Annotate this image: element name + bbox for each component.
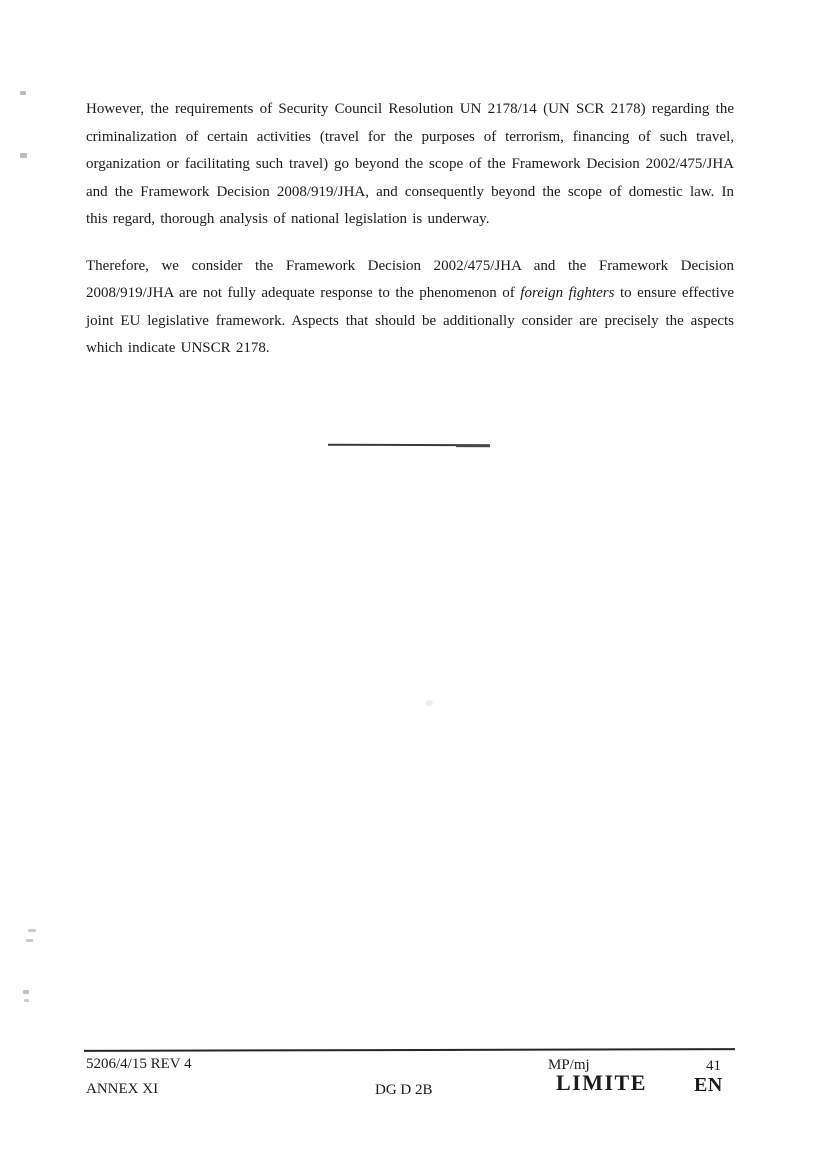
- foreign-fighters-italic-text: foreign fighters: [520, 285, 615, 301]
- paragraph-2-text-after: to ensure effective joint EU legislative framework. Aspects that should be additionally consider are precisely the aspects which indicate UNSCR 2178.: [86, 285, 735, 356]
- paragraph-2: [86, 253, 734, 363]
- scan-artifact: [28, 929, 36, 932]
- footer-directorate: DG D 2B: [375, 1082, 433, 1098]
- scan-artifact: [23, 990, 29, 994]
- scan-artifact: [26, 939, 33, 942]
- footer-language-code: EN: [694, 1074, 723, 1096]
- section-separator-rule: [328, 444, 490, 447]
- scan-artifact: [24, 999, 29, 1002]
- document-body: [86, 96, 734, 382]
- footer-page-number: 41: [706, 1058, 721, 1074]
- footer-classification-marking: LIMITE: [556, 1070, 647, 1095]
- scan-artifact: [20, 91, 26, 95]
- scan-artifact: [425, 700, 433, 706]
- paragraph-2-text-before: Therefore, we consider the Framework Decision 2002/475/JHA and the Framework Decision 2008/919/JHA are not fully adequate response to the phenomenon of: [86, 257, 734, 301]
- footer-rule: [84, 1048, 735, 1052]
- footer-initials: MP/mj: [548, 1057, 590, 1073]
- paragraph-1: [86, 96, 734, 234]
- paragraph-1-text: However, the requirements of Security Council Resolution UN 2178/14 (UN SCR 2178) regarding the criminalization of certain activities (travel for the purposes of terrorism, financing of such travel, organization or facilitating such travel) go beyond the scope of the Framework Decision 2002/475/JHA and the Framework Decision 2008/919/JHA, and consequently beyond the scope of domestic law. In this regard, thorough analysis of national legislation is underway.: [86, 101, 734, 227]
- footer-annex-label: ANNEX XI: [86, 1081, 159, 1097]
- footer-document-number: 5206/4/15 REV 4: [86, 1056, 192, 1072]
- scan-artifact: [20, 153, 27, 158]
